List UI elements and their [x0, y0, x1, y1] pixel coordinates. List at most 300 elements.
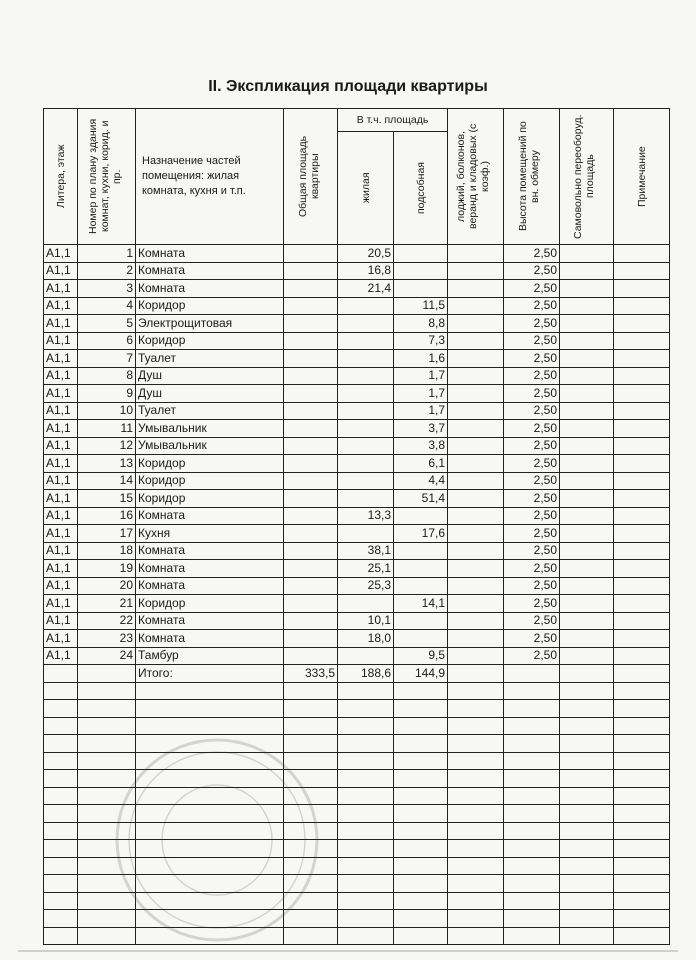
empty-row [44, 735, 670, 753]
header-total: Общая площадь квартиры [284, 109, 338, 245]
cell-note [614, 367, 670, 385]
empty-cell [504, 682, 560, 700]
cell-aux [394, 262, 448, 280]
cell-loggia [448, 577, 504, 595]
empty-cell [136, 700, 284, 718]
empty-cell [560, 682, 614, 700]
cell-living: 21,4 [338, 280, 394, 298]
cell-loggia [448, 245, 504, 263]
empty-cell [394, 927, 448, 945]
total-cell-living: 188,6 [338, 665, 394, 683]
empty-cell [560, 822, 614, 840]
cell-litera: А1,1 [44, 420, 78, 438]
empty-cell [78, 840, 136, 858]
cell-num: 18 [78, 542, 136, 560]
cell-height: 2,50 [504, 437, 560, 455]
cell-height: 2,50 [504, 297, 560, 315]
empty-cell [560, 840, 614, 858]
empty-cell [284, 857, 338, 875]
cell-loggia [448, 385, 504, 403]
empty-cell [284, 700, 338, 718]
empty-cell [394, 752, 448, 770]
cell-height: 2,50 [504, 262, 560, 280]
cell-living [338, 437, 394, 455]
empty-cell [44, 910, 78, 928]
cell-purpose: Комната [136, 262, 284, 280]
empty-cell [504, 787, 560, 805]
empty-cell [448, 717, 504, 735]
empty-cell [560, 927, 614, 945]
empty-cell [448, 735, 504, 753]
cell-purpose: Комната [136, 507, 284, 525]
total-cell-self [560, 665, 614, 683]
cell-purpose: Туалет [136, 402, 284, 420]
header-purpose: Назначение частей помещения: жилая комната, кухня и т.п. [136, 109, 284, 245]
cell-note [614, 315, 670, 333]
empty-cell [78, 682, 136, 700]
empty-row [44, 682, 670, 700]
empty-cell [284, 682, 338, 700]
cell-living: 10,1 [338, 612, 394, 630]
cell-note [614, 402, 670, 420]
cell-aux: 17,6 [394, 525, 448, 543]
cell-num: 12 [78, 437, 136, 455]
cell-num: 1 [78, 245, 136, 263]
cell-purpose: Умывальник [136, 420, 284, 438]
cell-purpose: Душ [136, 385, 284, 403]
cell-self [560, 542, 614, 560]
empty-cell [504, 892, 560, 910]
cell-living: 18,0 [338, 630, 394, 648]
empty-cell [560, 910, 614, 928]
table-row [44, 350, 670, 368]
cell-total [284, 315, 338, 333]
empty-cell [504, 805, 560, 823]
empty-cell [44, 700, 78, 718]
cell-note [614, 490, 670, 508]
cell-living: 25,3 [338, 577, 394, 595]
cell-note [614, 647, 670, 665]
cell-note [614, 525, 670, 543]
cell-height: 2,50 [504, 490, 560, 508]
cell-self [560, 647, 614, 665]
cell-loggia [448, 402, 504, 420]
cell-loggia [448, 262, 504, 280]
empty-row [44, 717, 670, 735]
empty-row [44, 875, 670, 893]
empty-cell [504, 840, 560, 858]
cell-height: 2,50 [504, 332, 560, 350]
cell-loggia [448, 367, 504, 385]
cell-litera: А1,1 [44, 437, 78, 455]
cell-note [614, 472, 670, 490]
cell-num: 13 [78, 455, 136, 473]
cell-self [560, 262, 614, 280]
empty-row [44, 787, 670, 805]
cell-self [560, 630, 614, 648]
cell-litera: А1,1 [44, 612, 78, 630]
cell-purpose: Комната [136, 630, 284, 648]
empty-cell [44, 805, 78, 823]
empty-cell [448, 805, 504, 823]
empty-cell [284, 840, 338, 858]
empty-cell [394, 910, 448, 928]
cell-loggia [448, 507, 504, 525]
cell-height: 2,50 [504, 542, 560, 560]
empty-cell [504, 717, 560, 735]
cell-litera: А1,1 [44, 647, 78, 665]
cell-loggia [448, 612, 504, 630]
total-cell-loggia [448, 665, 504, 683]
empty-cell [284, 805, 338, 823]
cell-litera: А1,1 [44, 507, 78, 525]
cell-self [560, 577, 614, 595]
cell-living: 38,1 [338, 542, 394, 560]
cell-num: 21 [78, 595, 136, 613]
empty-cell [614, 805, 670, 823]
empty-cell [614, 787, 670, 805]
cell-num: 7 [78, 350, 136, 368]
cell-height: 2,50 [504, 385, 560, 403]
cell-num: 23 [78, 630, 136, 648]
header-self: Самовольно переоборуд. площадь [560, 109, 614, 245]
empty-cell [78, 857, 136, 875]
cell-loggia [448, 315, 504, 333]
cell-purpose: Коридор [136, 595, 284, 613]
cell-total [284, 647, 338, 665]
empty-cell [284, 717, 338, 735]
cell-num: 20 [78, 577, 136, 595]
empty-row [44, 700, 670, 718]
empty-cell [78, 805, 136, 823]
cell-height: 2,50 [504, 595, 560, 613]
cell-aux [394, 245, 448, 263]
header-height: Высота помещений по вн. обмеру [504, 109, 560, 245]
table-row [44, 262, 670, 280]
empty-cell [614, 892, 670, 910]
cell-self [560, 560, 614, 578]
cell-note [614, 385, 670, 403]
empty-cell [448, 700, 504, 718]
cell-self [560, 420, 614, 438]
cell-purpose: Комната [136, 560, 284, 578]
empty-cell [78, 770, 136, 788]
empty-row [44, 752, 670, 770]
cell-litera: А1,1 [44, 560, 78, 578]
empty-cell [338, 805, 394, 823]
cell-aux: 1,7 [394, 385, 448, 403]
empty-cell [338, 857, 394, 875]
cell-num: 9 [78, 385, 136, 403]
empty-cell [136, 822, 284, 840]
cell-loggia [448, 630, 504, 648]
cell-height: 2,50 [504, 455, 560, 473]
total-cell-purpose: Итого: [136, 665, 284, 683]
empty-cell [338, 717, 394, 735]
empty-cell [448, 822, 504, 840]
empty-cell [448, 910, 504, 928]
empty-cell [338, 910, 394, 928]
cell-purpose: Комната [136, 280, 284, 298]
cell-aux: 8,8 [394, 315, 448, 333]
cell-note [614, 297, 670, 315]
cell-total [284, 420, 338, 438]
cell-total [284, 332, 338, 350]
table-row [44, 385, 670, 403]
cell-self [560, 385, 614, 403]
empty-cell [44, 857, 78, 875]
cell-litera: А1,1 [44, 385, 78, 403]
cell-note [614, 437, 670, 455]
header-litera: Литера, этаж [44, 109, 78, 245]
cell-self [560, 367, 614, 385]
cell-loggia [448, 420, 504, 438]
cell-self [560, 525, 614, 543]
cell-litera: А1,1 [44, 630, 78, 648]
empty-cell [504, 700, 560, 718]
cell-living [338, 350, 394, 368]
empty-row [44, 857, 670, 875]
cell-height: 2,50 [504, 647, 560, 665]
cell-living [338, 420, 394, 438]
table-row [44, 297, 670, 315]
empty-cell [394, 735, 448, 753]
cell-total [284, 367, 338, 385]
cell-self [560, 595, 614, 613]
cell-living [338, 315, 394, 333]
empty-cell [44, 717, 78, 735]
cell-note [614, 595, 670, 613]
empty-cell [504, 752, 560, 770]
empty-cell [338, 840, 394, 858]
empty-cell [338, 787, 394, 805]
cell-loggia [448, 560, 504, 578]
cell-num: 10 [78, 402, 136, 420]
cell-height: 2,50 [504, 577, 560, 595]
empty-cell [394, 875, 448, 893]
empty-cell [614, 875, 670, 893]
empty-cell [338, 735, 394, 753]
empty-cell [560, 787, 614, 805]
empty-cell [614, 770, 670, 788]
cell-num: 5 [78, 315, 136, 333]
cell-living: 20,5 [338, 245, 394, 263]
empty-cell [284, 892, 338, 910]
cell-note [614, 577, 670, 595]
empty-cell [78, 787, 136, 805]
cell-height: 2,50 [504, 245, 560, 263]
cell-total [284, 542, 338, 560]
table-row [44, 472, 670, 490]
cell-living [338, 647, 394, 665]
cell-aux: 51,4 [394, 490, 448, 508]
cell-living: 16,8 [338, 262, 394, 280]
empty-cell [78, 892, 136, 910]
cell-note [614, 280, 670, 298]
cell-aux: 4,4 [394, 472, 448, 490]
header-incl: В т.ч. площадь [338, 109, 448, 132]
cell-note [614, 507, 670, 525]
cell-litera: А1,1 [44, 332, 78, 350]
empty-cell [136, 682, 284, 700]
empty-cell [338, 682, 394, 700]
cell-total [284, 350, 338, 368]
total-cell-note [614, 665, 670, 683]
empty-cell [136, 857, 284, 875]
empty-cell [614, 822, 670, 840]
empty-cell [394, 892, 448, 910]
cell-living [338, 472, 394, 490]
empty-cell [614, 927, 670, 945]
cell-living [338, 455, 394, 473]
empty-cell [78, 752, 136, 770]
cell-purpose: Электрощитовая [136, 315, 284, 333]
cell-loggia [448, 297, 504, 315]
empty-cell [448, 682, 504, 700]
cell-litera: А1,1 [44, 297, 78, 315]
cell-note [614, 612, 670, 630]
empty-cell [284, 927, 338, 945]
cell-purpose: Душ [136, 367, 284, 385]
total-cell-num [78, 665, 136, 683]
cell-purpose: Коридор [136, 297, 284, 315]
empty-cell [136, 875, 284, 893]
empty-row [44, 805, 670, 823]
cell-self [560, 490, 614, 508]
page-edge-line [18, 950, 678, 952]
empty-cell [136, 927, 284, 945]
empty-cell [560, 857, 614, 875]
cell-purpose: Туалет [136, 350, 284, 368]
empty-cell [78, 927, 136, 945]
empty-cell [284, 735, 338, 753]
cell-num: 8 [78, 367, 136, 385]
cell-total [284, 525, 338, 543]
empty-cell [44, 840, 78, 858]
cell-note [614, 420, 670, 438]
empty-cell [394, 822, 448, 840]
empty-cell [504, 875, 560, 893]
total-cell-litera [44, 665, 78, 683]
empty-cell [394, 857, 448, 875]
table-row [44, 245, 670, 263]
cell-self [560, 455, 614, 473]
cell-self [560, 297, 614, 315]
empty-cell [560, 717, 614, 735]
cell-self [560, 507, 614, 525]
empty-cell [136, 787, 284, 805]
empty-cell [338, 752, 394, 770]
cell-height: 2,50 [504, 630, 560, 648]
cell-note [614, 262, 670, 280]
cell-aux [394, 507, 448, 525]
cell-note [614, 350, 670, 368]
table-row [44, 332, 670, 350]
cell-total [284, 402, 338, 420]
cell-height: 2,50 [504, 525, 560, 543]
total-cell-aux: 144,9 [394, 665, 448, 683]
empty-cell [44, 787, 78, 805]
empty-cell [136, 840, 284, 858]
empty-cell [78, 717, 136, 735]
empty-cell [78, 735, 136, 753]
cell-num: 6 [78, 332, 136, 350]
cell-height: 2,50 [504, 612, 560, 630]
table-row [44, 437, 670, 455]
cell-note [614, 630, 670, 648]
cell-aux: 6,1 [394, 455, 448, 473]
cell-total [284, 245, 338, 263]
cell-total [284, 437, 338, 455]
header-living: жилая [338, 132, 394, 245]
cell-purpose: Комната [136, 542, 284, 560]
total-cell-height [504, 665, 560, 683]
page-title: II. Экспликация площади квартиры [208, 78, 488, 95]
cell-self [560, 437, 614, 455]
empty-cell [136, 752, 284, 770]
cell-aux: 14,1 [394, 595, 448, 613]
cell-living [338, 385, 394, 403]
cell-note [614, 245, 670, 263]
cell-height: 2,50 [504, 507, 560, 525]
cell-aux: 11,5 [394, 297, 448, 315]
table-row [44, 280, 670, 298]
cell-litera: А1,1 [44, 455, 78, 473]
cell-aux [394, 542, 448, 560]
cell-height: 2,50 [504, 472, 560, 490]
cell-note [614, 560, 670, 578]
cell-total [284, 595, 338, 613]
empty-cell [44, 735, 78, 753]
cell-loggia [448, 350, 504, 368]
cell-num: 2 [78, 262, 136, 280]
cell-purpose: Коридор [136, 332, 284, 350]
cell-num: 16 [78, 507, 136, 525]
empty-cell [78, 822, 136, 840]
empty-cell [448, 857, 504, 875]
empty-cell [394, 840, 448, 858]
empty-cell [614, 857, 670, 875]
empty-cell [614, 700, 670, 718]
cell-purpose: Кухня [136, 525, 284, 543]
cell-num: 17 [78, 525, 136, 543]
cell-purpose: Коридор [136, 472, 284, 490]
cell-living [338, 490, 394, 508]
total-cell-total: 333,5 [284, 665, 338, 683]
cell-purpose: Комната [136, 612, 284, 630]
empty-cell [614, 682, 670, 700]
table-row [44, 455, 670, 473]
cell-aux [394, 577, 448, 595]
empty-cell [560, 700, 614, 718]
cell-litera: А1,1 [44, 350, 78, 368]
empty-cell [338, 770, 394, 788]
empty-cell [78, 875, 136, 893]
table-row [44, 507, 670, 525]
cell-living [338, 402, 394, 420]
cell-purpose: Комната [136, 577, 284, 595]
empty-cell [614, 910, 670, 928]
empty-cell [136, 735, 284, 753]
cell-self [560, 350, 614, 368]
cell-litera: А1,1 [44, 262, 78, 280]
cell-loggia [448, 437, 504, 455]
cell-total [284, 262, 338, 280]
cell-living: 13,3 [338, 507, 394, 525]
cell-loggia [448, 280, 504, 298]
cell-litera: А1,1 [44, 595, 78, 613]
empty-row [44, 840, 670, 858]
